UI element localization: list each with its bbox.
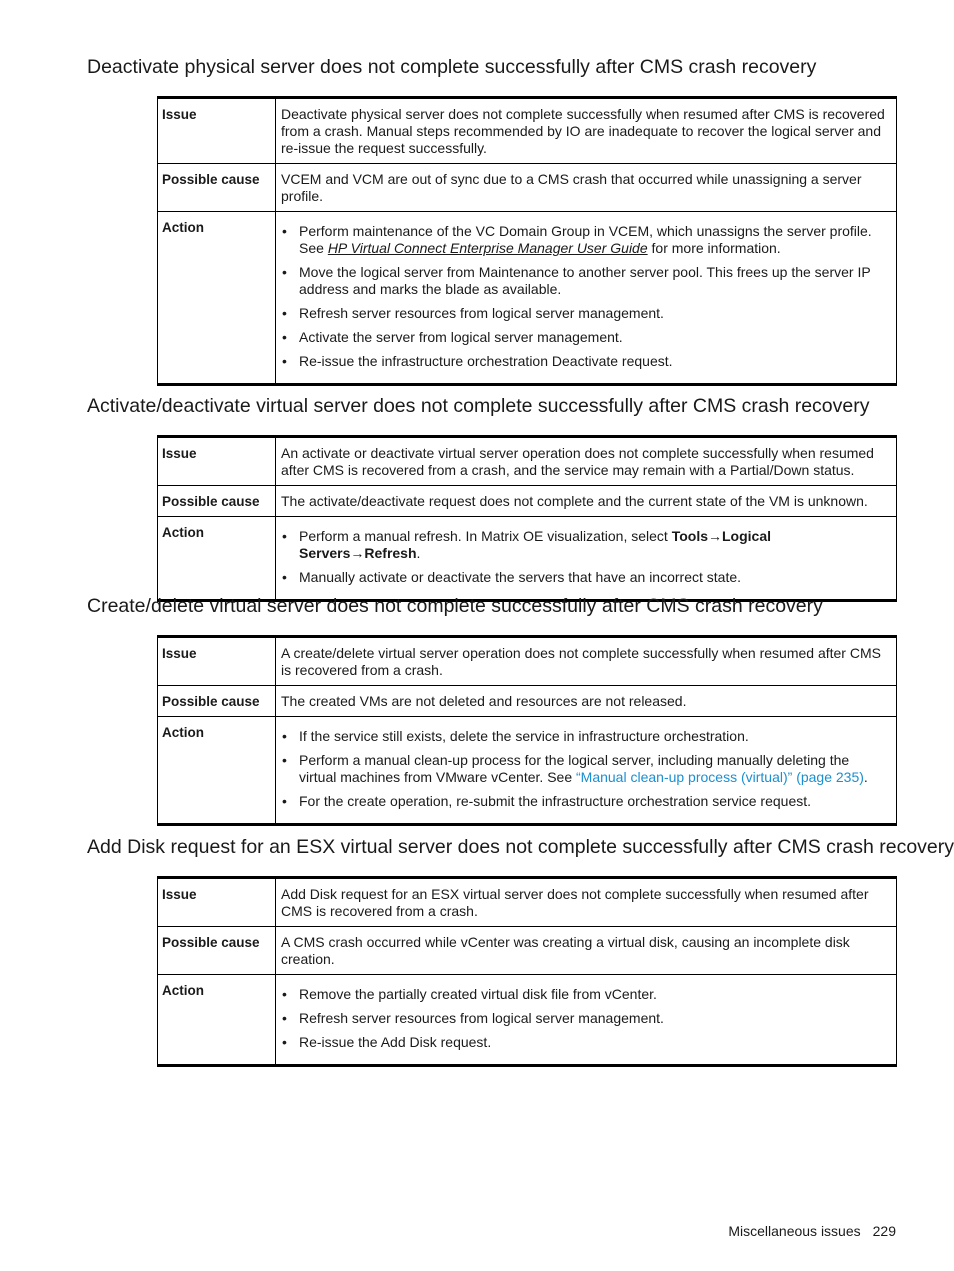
action-cell — [276, 212, 897, 385]
action-item — [299, 752, 890, 786]
issue-label: Issue — [158, 637, 276, 686]
menu-refresh: Refresh — [364, 545, 417, 561]
action-item: • Re-issue the Add Disk request. — [299, 1034, 890, 1051]
user-guide-link[interactable]: HP Virtual Connect Enterprise Manager User Guide — [327, 240, 648, 256]
action-item: • Manually activate or deactivate the servers that have an incorrect state. — [299, 569, 890, 586]
action-row — [158, 717, 897, 825]
issue-text: Deactivate physical server does not complete successfully when resumed after CMS is recovered from a crash. Manual steps recommended by IO are inadequate to recover the logical server and re-issue the request successfully. — [276, 98, 897, 164]
issue-table — [157, 435, 897, 602]
action-list — [281, 223, 890, 370]
cause-label: Possible cause — [158, 686, 276, 717]
issue-row — [158, 437, 897, 486]
action-text: . — [863, 769, 868, 785]
action-item: • Activate the server from logical server management. — [299, 329, 890, 346]
action-row — [158, 975, 897, 1066]
action-cell — [276, 975, 897, 1066]
action-list — [281, 728, 890, 810]
action-list — [281, 986, 890, 1051]
issue-text: An activate or deactivate virtual server operation does not complete successfully when resumed after CMS is recovered from a crash, and the service may remain with a Partial/Down status. — [276, 437, 897, 486]
issue-label: Issue — [158, 878, 276, 927]
action-cell — [276, 517, 897, 601]
cause-row — [158, 486, 897, 517]
action-label: Action — [158, 517, 276, 601]
issue-row — [158, 98, 897, 164]
issue-table — [157, 96, 897, 386]
section-heading: Add Disk request for an ESX virtual server does not complete successfully after CMS crash recovery — [87, 836, 954, 858]
action-text: for more information. — [647, 240, 781, 256]
cause-text: The created VMs are not deleted and resources are not released. — [276, 686, 897, 717]
action-item: • For the create operation, re-submit the infrastructure orchestration service request. — [299, 793, 890, 810]
action-text: Perform a manual refresh. In Matrix OE visualization, select — [299, 528, 672, 544]
action-label: Action — [158, 212, 276, 385]
issue-label: Issue — [158, 437, 276, 486]
section-heading: Deactivate physical server does not complete successfully after CMS crash recovery — [87, 56, 817, 78]
menu-arrow: → — [350, 545, 365, 561]
section-heading: Create/delete virtual server does not complete successfully after CMS crash recovery — [87, 595, 823, 617]
action-label: Action — [158, 975, 276, 1066]
cause-row — [158, 164, 897, 212]
page-footer — [728, 1223, 896, 1239]
action-item: • Remove the partially created virtual disk file from vCenter. — [299, 986, 890, 1003]
footer-section-name: Miscellaneous issues — [728, 1223, 861, 1239]
cause-text: A CMS crash occurred while vCenter was creating a virtual disk, causing an incomplete disk creation. — [276, 927, 897, 975]
issue-table — [157, 876, 897, 1067]
page-number: 229 — [872, 1223, 896, 1239]
action-item — [299, 223, 890, 257]
menu-tools: Tools — [671, 528, 708, 544]
menu-logical-servers: Logical Servers — [299, 528, 772, 561]
cause-label: Possible cause — [158, 164, 276, 212]
action-text: Perform maintenance of the VC Domain Group in VCEM, which unassigns the server profile. See — [299, 223, 872, 256]
action-item: • Move the logical server from Maintenance to another server pool. This frees up the server IP address and marks the blade as available. — [299, 264, 890, 298]
issue-row — [158, 878, 897, 927]
cause-text: The activate/deactivate request does not complete and the current state of the VM is unknown. — [276, 486, 897, 517]
action-cell — [276, 717, 897, 825]
cause-row — [158, 686, 897, 717]
action-item — [299, 528, 890, 562]
action-text: . — [416, 545, 421, 561]
issue-table — [157, 635, 897, 826]
menu-arrow: → — [708, 528, 722, 544]
action-item: • Refresh server resources from logical server management. — [299, 1010, 890, 1027]
issue-text: A create/delete virtual server operation does not complete successfully when resumed after CMS is recovered from a crash. — [276, 637, 897, 686]
issue-text: Add Disk request for an ESX virtual server does not complete successfully when resumed after CMS is recovered from a crash. — [276, 878, 897, 927]
action-text: Perform a manual clean-up process for the logical server, including manually deleting the virtual machines from VMware vCenter. See — [299, 752, 850, 785]
section-heading: Activate/deactivate virtual server does not complete successfully after CMS crash recovery — [87, 395, 870, 417]
action-item: • Refresh server resources from logical server management. — [299, 305, 890, 322]
action-row — [158, 517, 897, 601]
action-label: Action — [158, 717, 276, 825]
action-list — [281, 528, 890, 586]
action-row — [158, 212, 897, 385]
cause-row — [158, 927, 897, 975]
issue-row — [158, 637, 897, 686]
cause-label: Possible cause — [158, 927, 276, 975]
issue-label: Issue — [158, 98, 276, 164]
action-item: • Re-issue the infrastructure orchestration Deactivate request. — [299, 353, 890, 370]
cause-label: Possible cause — [158, 486, 276, 517]
manual-cleanup-link[interactable]: “Manual clean-up process (virtual)” (page 235) — [576, 769, 864, 785]
action-item: • If the service still exists, delete the service in infrastructure orchestration. — [299, 728, 890, 745]
cause-text: VCEM and VCM are out of sync due to a CMS crash that occurred while unassigning a server profile. — [276, 164, 897, 212]
